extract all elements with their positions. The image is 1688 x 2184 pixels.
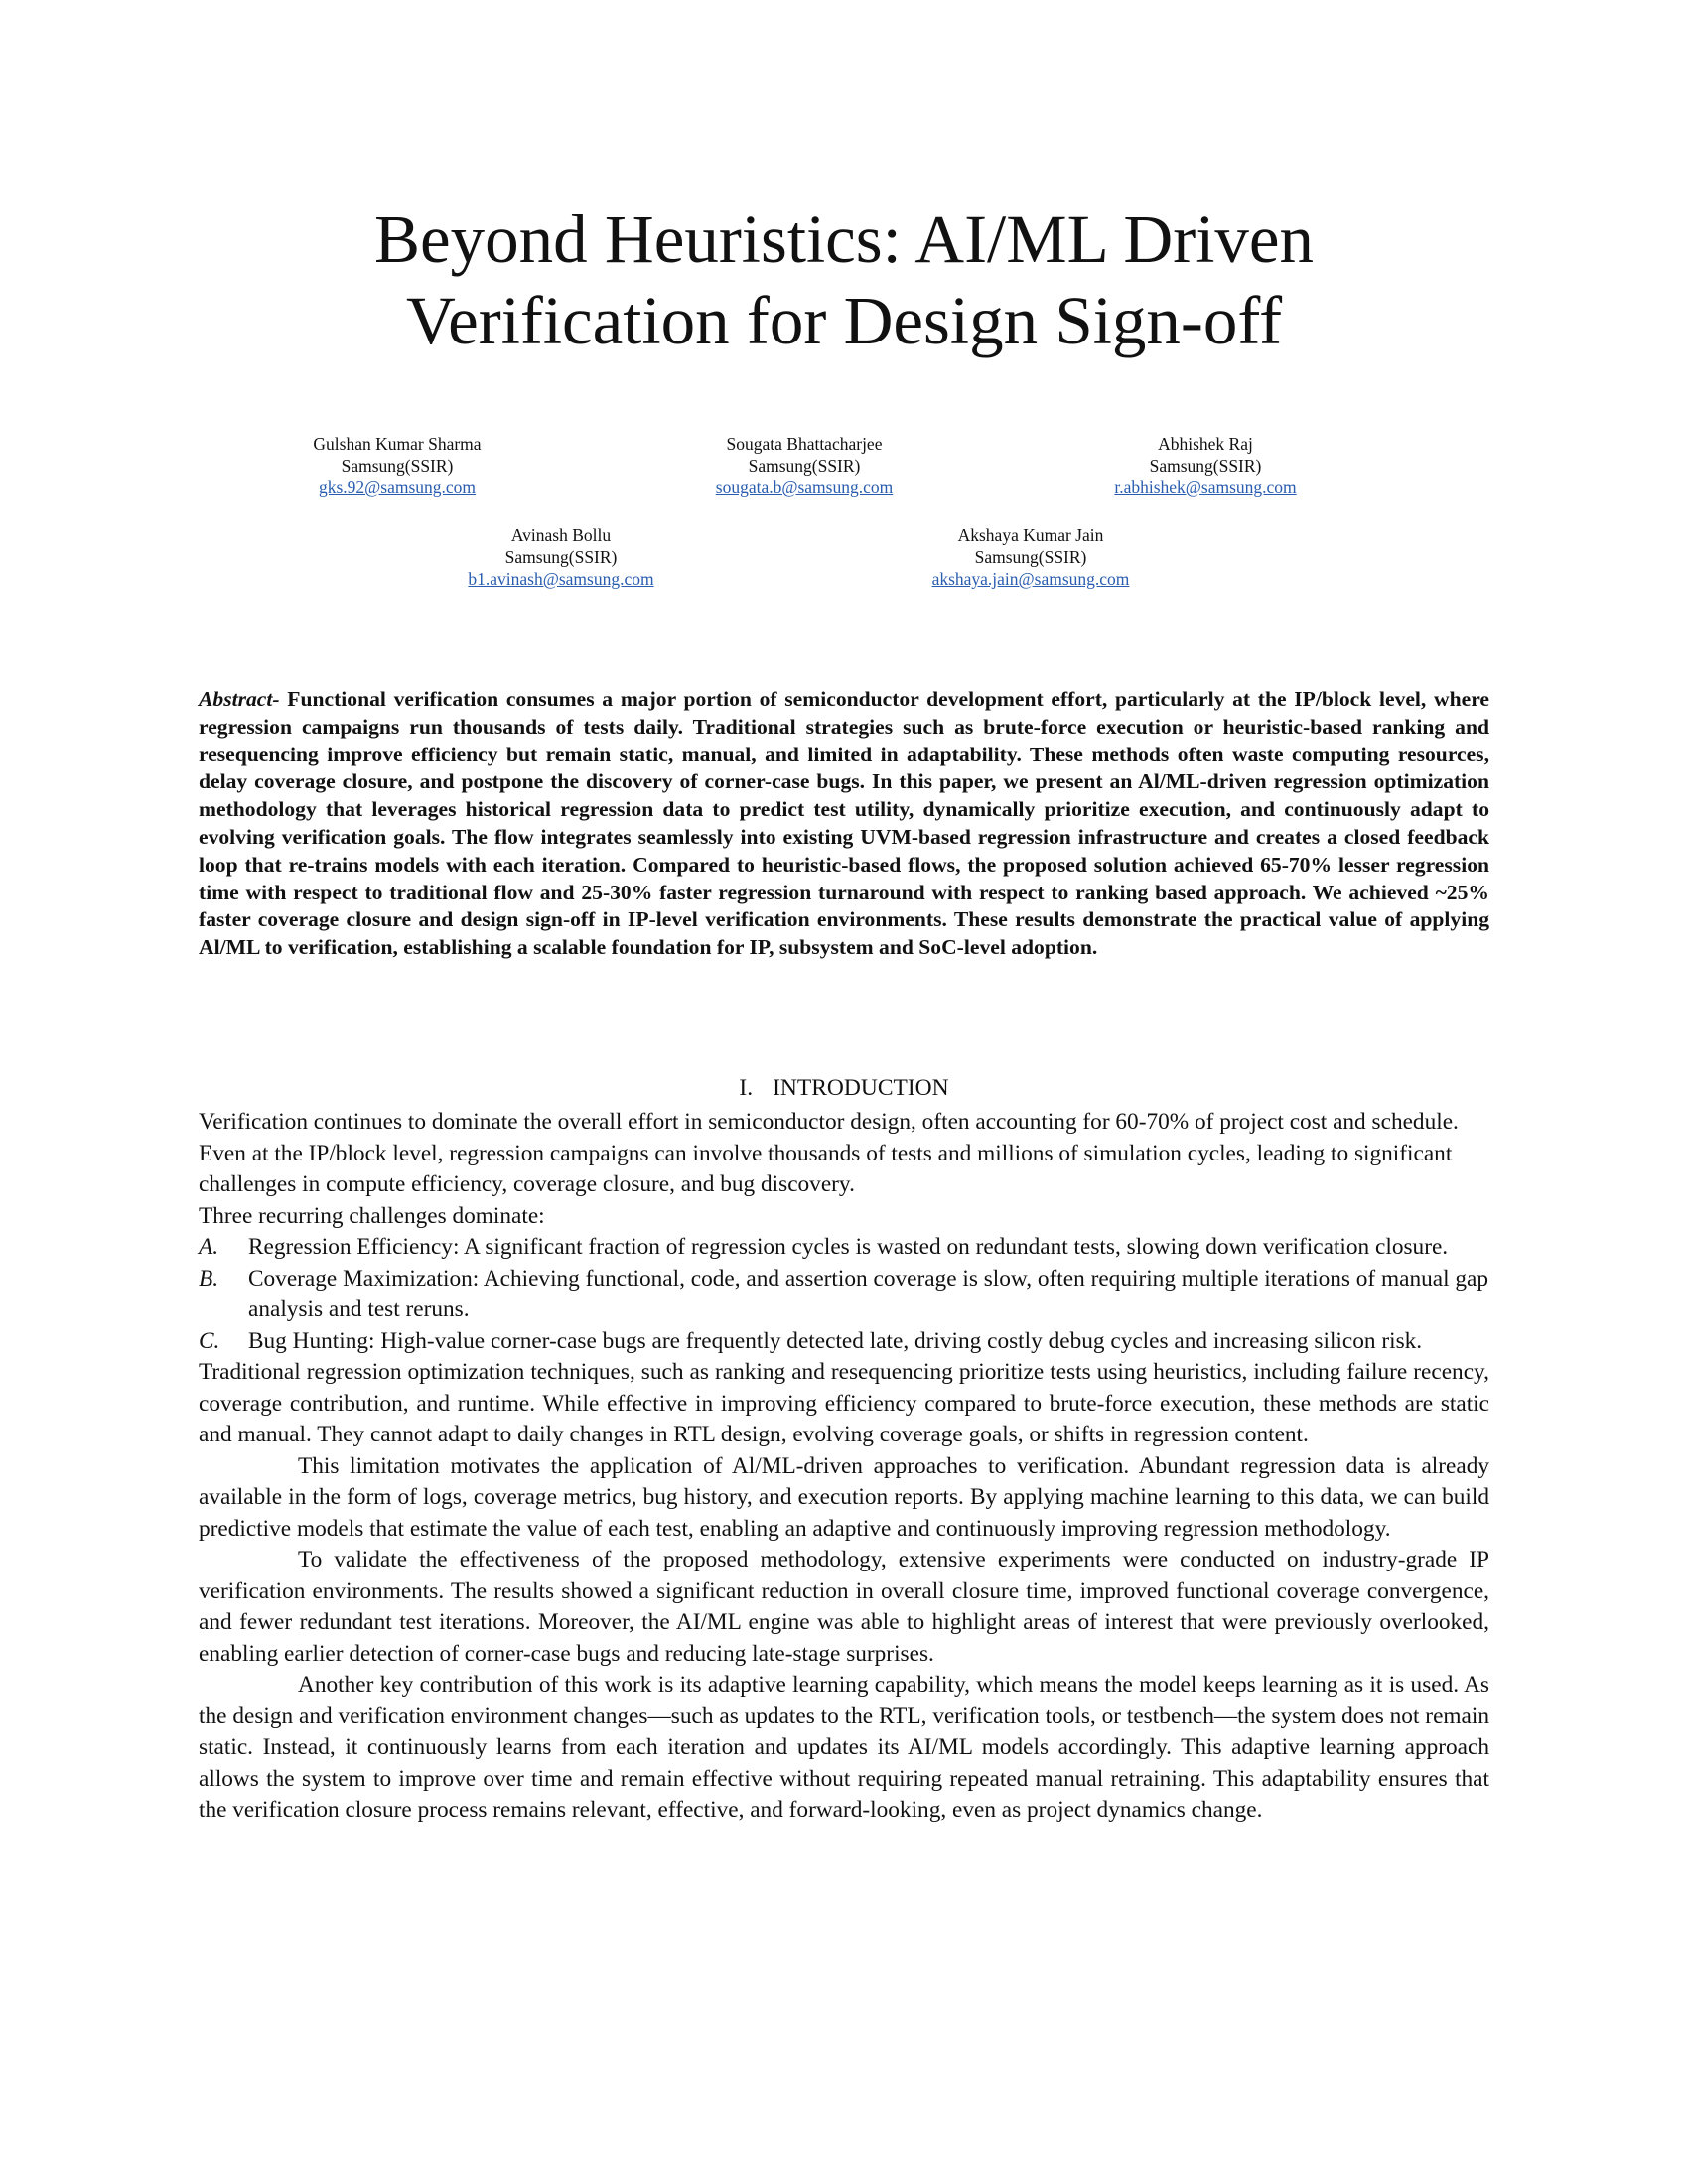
author-block (616, 433, 993, 498)
intro-paragraph: Verification continues to dominate the overall effort in semiconductor design, often accounting for 60-70% of project cost and schedule. Even at the IP/block level, regression campaigns can involve thousands of tests and millions of simulation cycles, leading to significant challenges in compute efficiency, coverage closure, and bug discovery. (199, 1109, 1459, 1197)
section-body (199, 1107, 1489, 1827)
list-item-text: Coverage Maximization: Achieving functional, code, and assertion coverage is slow, often requiring multiple iterations of manual gap analysis and test reruns. (248, 1265, 1489, 1322)
abstract-label: Abstract- (199, 687, 280, 711)
challenges-list (199, 1232, 1489, 1357)
title-line-1: Beyond Heuristics: AI/ML Driven (373, 202, 1315, 277)
author-email-link[interactable]: sougata.b@samsung.com (715, 478, 894, 497)
author-email-link[interactable]: gks.92@samsung.com (318, 478, 477, 497)
list-intro: Three recurring challenges dominate: (199, 1202, 545, 1229)
author-name: Akshaya Kumar Jain (957, 525, 1104, 545)
list-item-letter: C. (199, 1327, 220, 1354)
author-name: Gulshan Kumar Sharma (313, 434, 482, 454)
list-item-letter: B. (199, 1265, 219, 1292)
author-email-link[interactable]: akshaya.jain@samsung.com (931, 569, 1130, 589)
list-item (199, 1232, 1489, 1264)
author-block (842, 524, 1219, 590)
author-affiliation: Samsung(SSIR) (748, 456, 861, 476)
section-heading (199, 1073, 1489, 1103)
list-item (199, 1264, 1489, 1326)
list-item-text: Regression Efficiency: A significant fraction of regression cycles is wasted on redundant tests, slowing down verification closure. (248, 1234, 1449, 1260)
body-paragraph: Another key contribution of this work is its adaptive learning capability, which means the model keeps learning as it is used. As the design and verification environment changes—such as updates to the RTL, verification tools, or testbench—the system does not remain static. Instead, it continuously learns from each iteration and updates its AI/ML models accordingly. This adaptive learning approach allows the system to improve over time and remain effective without requiring repeated manual retraining. This adaptability ensures that the verification closure process remains relevant, effective, and forward-looking, even as project dynamics change. (199, 1672, 1489, 1823)
body-paragraph: To validate the effectiveness of the proposed methodology, extensive experiments were conducted on industry-grade IP verification environments. The results showed a significant reduction in overall closure time, improved functional coverage convergence, and fewer redundant test iterations. Moreover, the AI/ML engine was able to highlight areas of interest that were previously overlooked, enabling earlier detection of corner-case bugs and reducing late-stage surprises. (199, 1547, 1489, 1667)
section-number: I. (739, 1075, 754, 1101)
author-affiliation: Samsung(SSIR) (1149, 456, 1262, 476)
author-email-link[interactable]: b1.avinash@samsung.com (468, 569, 654, 589)
abstract (199, 686, 1489, 962)
author-affiliation: Samsung(SSIR) (341, 456, 454, 476)
abstract-text: Functional verification consumes a major portion of semiconductor development effort, particularly at the IP/block level, where regression campaigns run thousands of tests daily. Traditional strategies such as brute-force execution or heuristic-based ranking and resequencing improve efficiency but remain static, manual, and limited in adaptability. These methods often waste computing resources, delay coverage closure, and postpone the discovery of corner-case bugs. In this paper, we present an Al/ML-driven regression optimization methodology that leverages historical regression data to predict test utility, dynamically prioritize execution, and continuously adapt to evolving verification goals. The flow integrates seamlessly into existing UVM-based regression infrastructure and creates a closed feedback loop that re-trains models with each iteration. Compared to heuristic-based flows, the proposed solution achieved 65-70% lesser regression time with respect to traditional flow and 25-30% faster regression turnaround with respect to ranking based approach. We achieved ~25% faster coverage closure and design sign-off in IP-level verification environments. These results demonstrate the practical value of applying Al/ML to verification, establishing a scalable foundation for IP, subsystem and SoC-level adoption. (199, 687, 1489, 960)
author-block (1017, 433, 1394, 498)
author-email-link[interactable]: r.abhishek@samsung.com (1114, 478, 1297, 497)
title-line-2: Verification for Design Sign-off (405, 283, 1283, 358)
list-item-text: Bug Hunting: High-value corner-case bugs are frequently detected late, driving costly debug cycles and increasing silicon risk. (248, 1327, 1423, 1354)
author-block (372, 524, 750, 590)
author-affiliation: Samsung(SSIR) (504, 547, 618, 567)
author-affiliation: Samsung(SSIR) (974, 547, 1087, 567)
author-name: Avinash Bollu (510, 525, 612, 545)
list-item (199, 1326, 1489, 1358)
section-title: INTRODUCTION (773, 1075, 949, 1101)
body-paragraph: This limitation motivates the application of Al/ML-driven approaches to verification. Abundant regression data is already available in the form of logs, coverage metrics, bug history, and execution reports. By applying machine learning to this data, we can build predictive models that estimate the value of each test, enabling an adaptive and continuously improving regression methodology. (199, 1452, 1489, 1542)
list-item-letter: A. (199, 1234, 219, 1260)
author-name: Sougata Bhattacharjee (726, 434, 883, 454)
paper-title (199, 199, 1489, 361)
author-name: Abhishek Raj (1158, 434, 1253, 454)
author-block (209, 433, 586, 498)
body-paragraph: Traditional regression optimization techniques, such as ranking and resequencing prioritize tests using heuristics, including failure recency, coverage contribution, and runtime. While effective in improving efficiency compared to brute-force execution, these methods are static and manual. They cannot adapt to daily changes in RTL design, evolving coverage goals, or shifts in regression content. (199, 1359, 1489, 1447)
